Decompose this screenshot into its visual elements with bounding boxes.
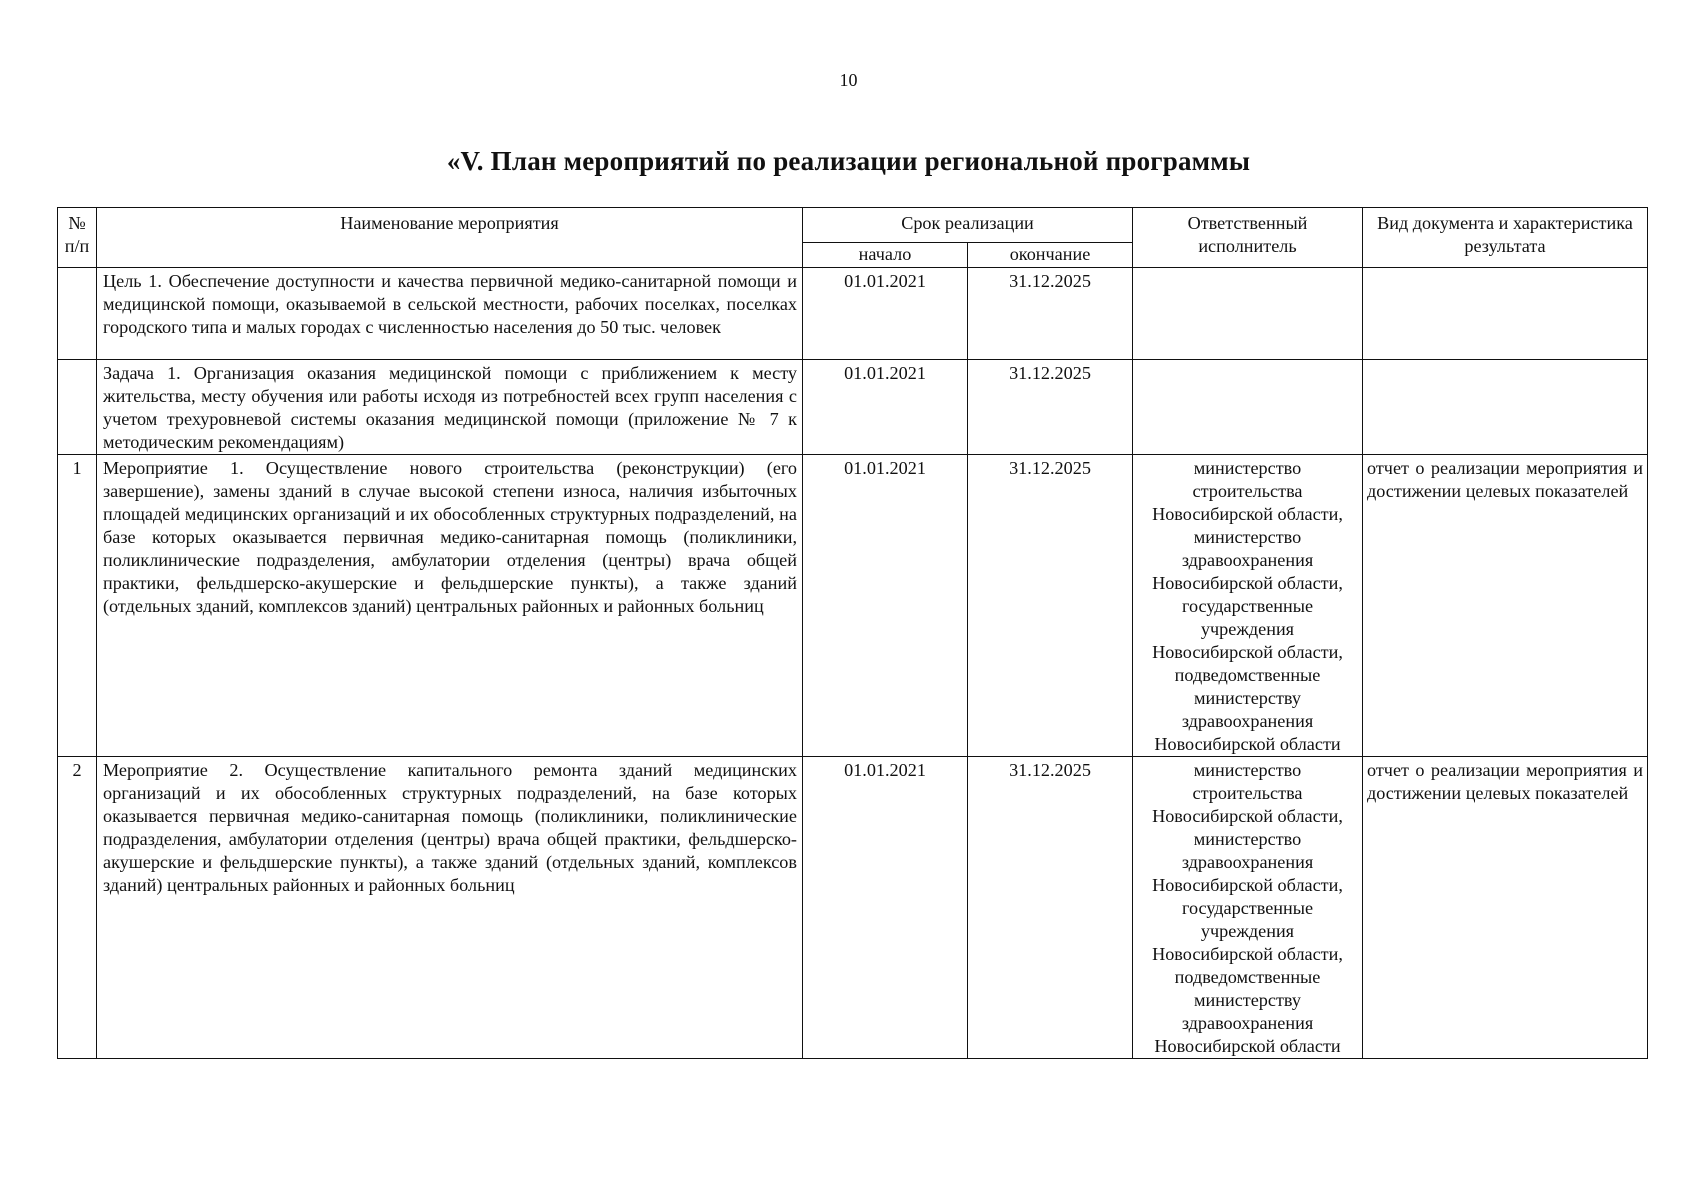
executor-line: здравоохранения (1181, 1013, 1314, 1033)
executor-line: Новосибирской области, (1152, 504, 1343, 524)
executor-line: министерство (1193, 829, 1302, 849)
table-row (58, 757, 1648, 1059)
responsible-executor (1133, 757, 1363, 1059)
row-number (58, 268, 97, 360)
activity-name: Мероприятие 1. Осуществление нового строительства (реконструкции) (его завершение), замены зданий в случае высокой степени износа, наличия избыточных площадей медицинских организаций и их обособленных структурных подразделений, на базе которых оказывается первичная медико-санитарная помощь (поликлиники, поликлинические подразделения, амбулатории отделения (центры) врача общей практики, фельдшерско-акушерские и фельдшерские пункты), а также зданий (отдельных зданий, комплексов зданий) центральных районных и районных больниц (97, 455, 803, 757)
header-start: начало (803, 243, 968, 268)
activity-name: Задача 1. Организация оказания медицинской помощи с приближением к месту жительства, месту обучения или работы исходя из потребностей всех групп населения с учетом трехуровневой системы оказания медицинской помощи (приложение № 7 к методическим рекомендациям) (97, 360, 803, 455)
start-date: 01.01.2021 (803, 757, 968, 1059)
header-document-type: Вид документа и характеристика результата (1363, 208, 1648, 268)
activities-plan-table (57, 207, 1648, 1059)
executor-line: государственные (1181, 898, 1314, 918)
header-number: № п/п (58, 208, 97, 268)
section-title: «V. План мероприятий по реализации региональной программы (446, 146, 1251, 176)
page-number: 10 (839, 70, 858, 90)
executor-line: Новосибирской области (1154, 734, 1341, 754)
end-date: 31.12.2025 (968, 455, 1133, 757)
end-date: 31.12.2025 (968, 268, 1133, 360)
activity-name: Цель 1. Обеспечение доступности и качества первичной медико-санитарной помощи и медицинской помощи, оказываемой в сельской местности, рабочих поселках, поселках городского типа и малых городах с численностью населения до 50 тыс. человек (97, 268, 803, 360)
row-number: 2 (58, 757, 97, 1059)
executor-line: Новосибирской области, (1152, 806, 1343, 826)
end-date: 31.12.2025 (968, 757, 1133, 1059)
executor-line: строительства (1192, 783, 1303, 803)
header-implementation-term: Срок реализации (803, 208, 1133, 243)
start-date: 01.01.2021 (803, 455, 968, 757)
table-row (58, 360, 1648, 455)
executor-line: Новосибирской области, (1152, 573, 1343, 593)
executor-line: Новосибирской области, (1152, 875, 1343, 895)
executor-line: министерство (1193, 760, 1302, 780)
executor-line: Новосибирской области, (1152, 642, 1343, 662)
row-number (58, 360, 97, 455)
header-end: окончание (968, 243, 1133, 268)
executor-line: государственные (1181, 596, 1314, 616)
activity-name: Мероприятие 2. Осуществление капитального ремонта зданий медицинских организаций и их обособленных структурных подразделений, на базе которых оказывается первичная медико-санитарная помощь (поликлиники, поликлинические подразделения, амбулатории отделения (центры) врача общей практики, фельдшерско-акушерские и фельдшерские пункты), а также зданий (отдельных зданий, комплексов зданий) центральных районных и районных больниц (97, 757, 803, 1059)
table-row (58, 455, 1648, 757)
document-type: отчет о реализации мероприятия и достижении целевых показателей (1363, 757, 1648, 1059)
start-date: 01.01.2021 (803, 268, 968, 360)
responsible-executor (1133, 360, 1363, 455)
executor-line: министерству (1194, 990, 1301, 1010)
executor-line: подведомственные (1174, 967, 1321, 987)
executor-line: здравоохранения (1181, 711, 1314, 731)
header-responsible-executor: Ответственный исполнитель (1133, 208, 1363, 268)
document-type (1363, 360, 1648, 455)
responsible-executor (1133, 455, 1363, 757)
executor-line: здравоохранения (1181, 550, 1314, 570)
end-date: 31.12.2025 (968, 360, 1133, 455)
executor-line: Новосибирской области, (1152, 944, 1343, 964)
executor-line: министерство (1193, 458, 1302, 478)
start-date: 01.01.2021 (803, 360, 968, 455)
executor-line: министерству (1194, 688, 1301, 708)
executor-line: строительства (1192, 481, 1303, 501)
executor-line: учреждения (1200, 619, 1295, 639)
document-type (1363, 268, 1648, 360)
responsible-executor (1133, 268, 1363, 360)
table-row (58, 268, 1648, 360)
executor-line: учреждения (1200, 921, 1295, 941)
document-type: отчет о реализации мероприятия и достижении целевых показателей (1363, 455, 1648, 757)
executor-line: здравоохранения (1181, 852, 1314, 872)
executor-line: Новосибирской области (1154, 1036, 1341, 1056)
executor-line: министерство (1193, 527, 1302, 547)
header-activity-name: Наименование мероприятия (97, 208, 803, 268)
executor-line: подведомственные (1174, 665, 1321, 685)
row-number: 1 (58, 455, 97, 757)
